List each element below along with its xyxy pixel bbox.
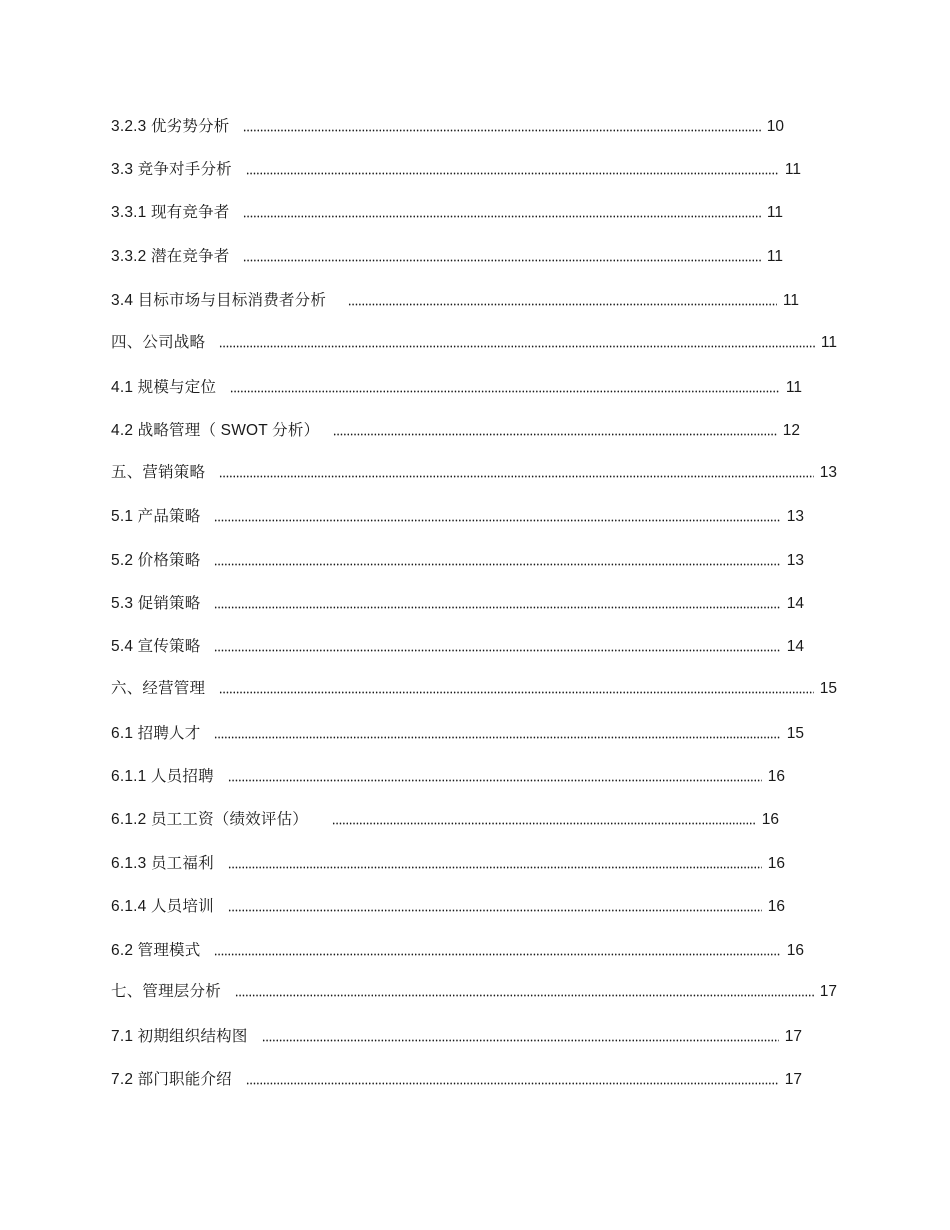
- toc-dot-leader: [214, 605, 780, 610]
- toc-dot-leader: [262, 1038, 779, 1043]
- toc-dot-leader: [246, 1081, 779, 1086]
- toc-entry-page: 16: [761, 811, 779, 828]
- toc-entry-label: 七、管理层分析: [111, 983, 221, 1000]
- toc-entry-page: 16: [786, 942, 804, 959]
- toc-entry-label: 6.1 招聘人才: [111, 725, 201, 742]
- toc-entry-page: 17: [784, 1028, 802, 1045]
- toc-entry-label: 4.2 战略管理（ SWOT 分析）: [111, 422, 320, 439]
- toc-entry[interactable]: [111, 854, 785, 874]
- toc-entry-page: 11: [766, 204, 783, 221]
- toc-dot-leader: [214, 952, 780, 957]
- toc-dot-leader: [228, 865, 762, 870]
- toc-entry-label: 6.1.2 员工工资（绩效评估）: [111, 811, 308, 828]
- toc-dot-leader: [230, 389, 780, 394]
- toc-entry-label: 5.2 价格策略: [111, 552, 201, 569]
- toc-entry-page: 10: [766, 118, 784, 135]
- toc-entry-page: 11: [766, 248, 783, 265]
- toc-entry[interactable]: [111, 1027, 802, 1047]
- toc-entry[interactable]: [111, 982, 837, 1002]
- toc-entry-label: 3.3.2 潜在竞争者: [111, 248, 230, 265]
- toc-entry[interactable]: [111, 247, 783, 267]
- toc-entry-page: 17: [784, 1071, 802, 1088]
- toc-entry-page: 11: [784, 161, 801, 178]
- toc-entry-page: 16: [767, 768, 785, 785]
- toc-dot-leader: [214, 562, 780, 567]
- toc-entry-page: 15: [819, 680, 837, 697]
- toc-entry-page: 11: [820, 334, 837, 351]
- toc-entry[interactable]: [111, 507, 804, 527]
- toc-entry[interactable]: [111, 897, 785, 917]
- toc-dot-leader: [214, 518, 780, 523]
- toc-entry-label: 5.3 促销策略: [111, 595, 201, 612]
- toc-entry-label: 6.1.3 员工福利: [111, 855, 214, 872]
- toc-entry-page: 14: [786, 595, 804, 612]
- toc-entry-label: 3.3.1 现有竞争者: [111, 204, 230, 221]
- toc-entry[interactable]: [111, 941, 804, 961]
- toc-entry-label: 5.1 产品策略: [111, 508, 201, 525]
- toc-entry-page: 13: [786, 552, 804, 569]
- toc-entry[interactable]: [111, 637, 804, 657]
- toc-entry[interactable]: [111, 810, 779, 830]
- toc-entry-page: 15: [786, 725, 804, 742]
- toc-entry[interactable]: [111, 767, 785, 787]
- toc-dot-leader: [332, 821, 756, 826]
- toc-entry[interactable]: [111, 203, 783, 223]
- toc-dot-leader: [228, 778, 762, 783]
- toc-entry-label: 5.4 宣传策略: [111, 638, 201, 655]
- toc-dot-leader: [219, 344, 815, 349]
- toc-entry-page: 13: [819, 464, 837, 481]
- toc-dot-leader: [219, 690, 814, 695]
- toc-entry-label: 6.1.1 人员招聘: [111, 768, 214, 785]
- toc-entry-label: 3.4 目标市场与目标消费者分析: [111, 292, 327, 309]
- toc-dot-leader: [228, 908, 762, 913]
- toc-dot-leader: [243, 214, 760, 219]
- toc-entry-label: 四、公司战略: [111, 334, 206, 351]
- toc-entry-label: 六、经营管理: [111, 680, 206, 697]
- toc-entry-label: 4.1 规模与定位: [111, 379, 217, 396]
- toc-entry-label: 3.3 竞争对手分析: [111, 161, 232, 178]
- toc-dot-leader: [214, 735, 780, 740]
- toc-entry[interactable]: [111, 551, 804, 571]
- toc-entry-label: 7.2 部门职能介绍: [111, 1071, 232, 1088]
- toc-entry[interactable]: [111, 463, 837, 483]
- toc-entry[interactable]: [111, 160, 801, 180]
- toc-entry[interactable]: [111, 724, 804, 744]
- toc-entry[interactable]: [111, 333, 837, 353]
- toc-entry-label: 7.1 初期组织结构图: [111, 1028, 248, 1045]
- toc-entry-page: 17: [819, 983, 837, 1000]
- toc-entry-page: 12: [782, 422, 800, 439]
- toc-dot-leader: [235, 993, 814, 998]
- toc-dot-leader: [243, 258, 760, 263]
- toc-dot-leader: [246, 171, 779, 176]
- toc-entry-label: 3.2.3 优劣势分析: [111, 118, 230, 135]
- toc-entry-page: 11: [785, 379, 802, 396]
- toc-dot-leader: [214, 648, 780, 653]
- toc-entry[interactable]: [111, 679, 837, 699]
- toc-dot-leader: [333, 432, 776, 437]
- toc-entry[interactable]: [111, 1070, 802, 1090]
- toc-entry-page: 13: [786, 508, 804, 525]
- toc-dot-leader: [348, 302, 777, 307]
- toc-entry[interactable]: [111, 378, 802, 398]
- toc-entry[interactable]: [111, 421, 800, 441]
- toc-entry[interactable]: [111, 291, 799, 311]
- toc-entry-page: 11: [782, 292, 799, 309]
- toc-dot-leader: [219, 474, 814, 479]
- toc-entry-page: 14: [786, 638, 804, 655]
- toc-entry-label: 五、营销策略: [111, 464, 206, 481]
- toc-entry-page: 16: [767, 855, 785, 872]
- toc-dot-leader: [243, 128, 760, 133]
- toc-entry-label: 6.2 管理模式: [111, 942, 201, 959]
- toc-entry[interactable]: [111, 117, 784, 137]
- toc-entry-label: 6.1.4 人员培训: [111, 898, 214, 915]
- toc-entry-page: 16: [767, 898, 785, 915]
- toc-entry[interactable]: [111, 594, 804, 614]
